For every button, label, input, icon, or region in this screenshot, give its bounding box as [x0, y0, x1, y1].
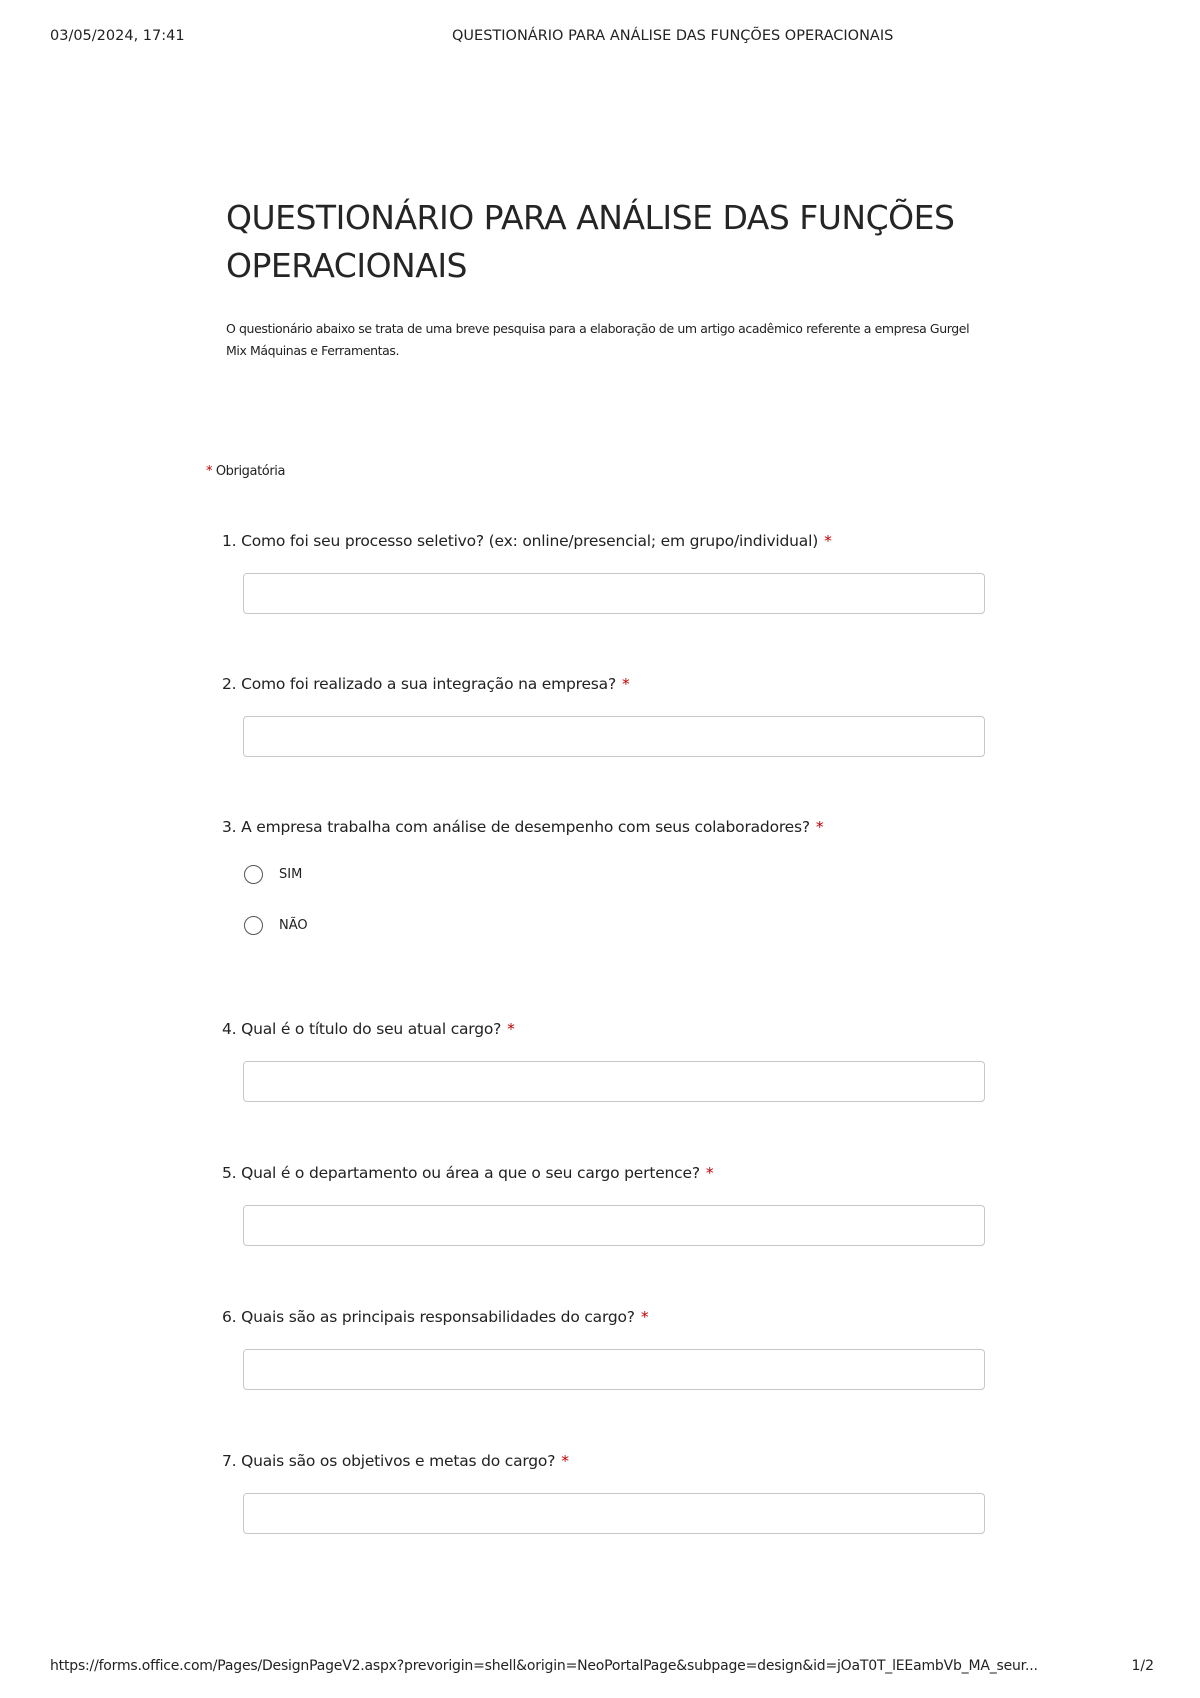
form-description: O questionário abaixo se trata de uma breve pesquisa para a elaboração de um artigo acadêmico referente a empresa Gurgel Mix Máquinas e Ferramentas. — [226, 321, 970, 358]
print-url: https://forms.office.com/Pages/DesignPageV2.aspx?prevorigin=shell&origin=NeoPortalPage&subpage=design&id=jOaT0T_lEEambVb_MA_seur... — [50, 1658, 1038, 1674]
form-title: QUESTIONÁRIO PARA ANÁLISE DAS FUNÇÕES OPERACIONAIS — [226, 198, 955, 285]
required-asterisk: * — [622, 675, 630, 693]
print-datetime: 03/05/2024, 17:41 — [50, 28, 185, 44]
required-asterisk: * — [561, 1452, 569, 1470]
question-label — [222, 1306, 1022, 1328]
question-label — [222, 1018, 1022, 1040]
required-note — [206, 464, 285, 479]
question-3 — [222, 816, 1022, 938]
question-text: 5. Qual é o departamento ou área a que o seu cargo pertence? — [222, 1164, 700, 1182]
question-text: 3. A empresa trabalha com análise de desempenho com seus colaboradores? — [222, 818, 810, 836]
question-label — [222, 1450, 1022, 1472]
radio-option-nao[interactable] — [244, 912, 1022, 938]
print-header — [0, 28, 1200, 52]
required-asterisk: * — [705, 1164, 714, 1182]
radio-label: SIM — [279, 866, 303, 882]
question-4 — [222, 1018, 1022, 1102]
question-2 — [222, 673, 1022, 757]
answer-input-1[interactable] — [243, 573, 985, 614]
question-text: 1. Como foi seu processo seletivo? (ex: online/presencial; em grupo/individual) — [222, 532, 819, 550]
radio-label: NÃO — [279, 917, 308, 933]
question-text: 7. Quais são os objetivos e metas do cargo? — [222, 1452, 556, 1470]
question-text: 4. Qual é o título do seu atual cargo? — [222, 1020, 502, 1038]
required-asterisk: * — [824, 532, 832, 550]
question-label — [222, 673, 1022, 695]
question-label — [222, 1162, 1022, 1184]
question-7 — [222, 1450, 1022, 1534]
question-label — [222, 816, 1022, 838]
print-page-title: QUESTIONÁRIO PARA ANÁLISE DAS FUNÇÕES OPERACIONAIS — [452, 28, 894, 44]
answer-input-6[interactable] — [243, 1349, 985, 1390]
required-asterisk: * — [640, 1308, 649, 1326]
print-footer — [0, 1658, 1200, 1682]
question-label — [222, 530, 1022, 552]
radio-option-sim[interactable] — [244, 861, 1022, 887]
question-text: 2. Como foi realizado a sua integração na empresa? — [222, 675, 616, 693]
question-6 — [222, 1306, 1022, 1390]
question-5 — [222, 1162, 1022, 1246]
answer-input-4[interactable] — [243, 1061, 985, 1102]
question-text: 6. Quais são as principais responsabilidades do cargo? — [222, 1308, 635, 1326]
question-1 — [222, 530, 1022, 614]
answer-input-5[interactable] — [243, 1205, 985, 1246]
page-number: 1/2 — [1131, 1658, 1154, 1674]
required-note-text: Obrigatória — [215, 464, 286, 479]
radio-button[interactable] — [244, 916, 263, 935]
answer-input-7[interactable] — [243, 1493, 985, 1534]
answer-input-2[interactable] — [243, 716, 985, 757]
required-asterisk: * — [507, 1020, 515, 1038]
radio-button[interactable] — [244, 865, 263, 884]
required-asterisk: * — [206, 464, 213, 479]
required-asterisk: * — [815, 818, 824, 836]
